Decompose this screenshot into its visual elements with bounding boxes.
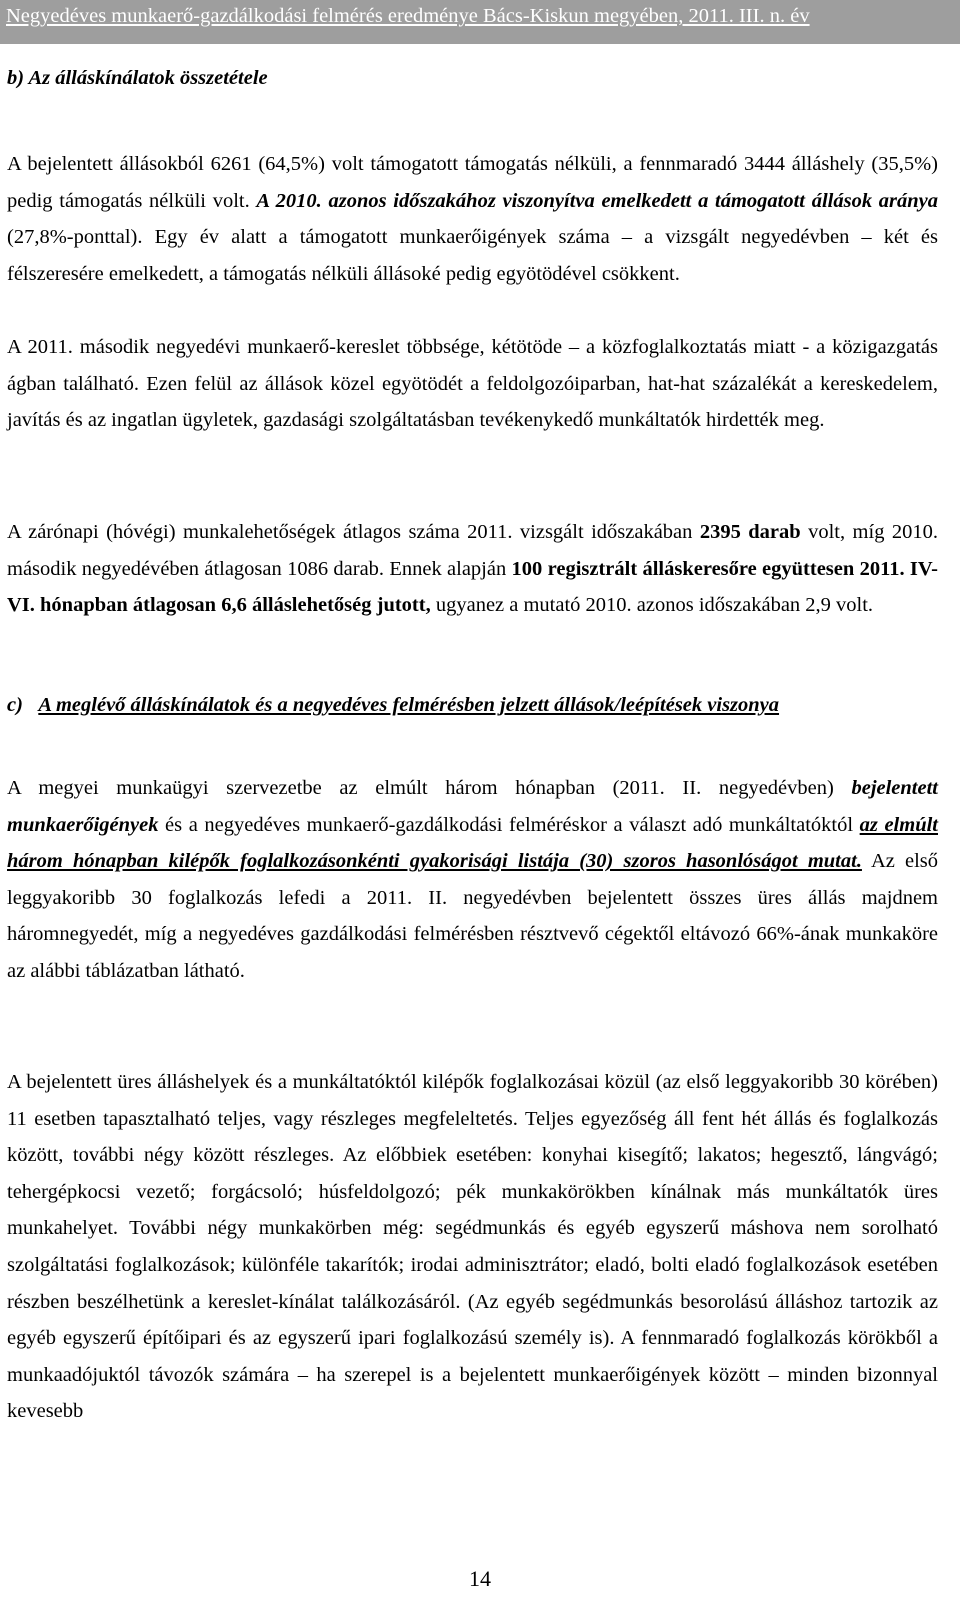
section-c-heading-label: c): [7, 694, 23, 716]
section-b-paragraph-1: [7, 146, 938, 292]
section-b-p3-bold-1: 2395 darab: [699, 521, 801, 543]
section-c-paragraph-2: A bejelentett üres álláshelyek és a munkáltatóktól kilépők foglalkozásai közül (az első leggyakoribb 30 körében) 11 esetben tapasztalható teljes, vagy részleges megfeleltetés. Teljes egyezőség áll fent hét állás és foglalkozás között, további négy között részleges. Az előbbiek esetében: konyhai kisegítő; lakatos; hegesztő, lángvágó; tehergépkocsi vezető; forgácsoló; húsfeldolgozó; pék munkakörökben kínálnak más munkáltatók üres munkahelyet. További négy munkakörben még: segédmunkás és egyéb egyszerű máshova nem sorolható szolgáltatási foglalkozások; különféle takarítók; irodai adminisztrátor; eladó, bolti eladó foglalkozások esetében részben beszélhetünk a kereslet-kínálat találkozásáról. (Az egyéb segédmunkás besorolású álláshoz tartozik az egyéb egyszerű építőipari és az egyszerű ipari foglalkozású személy is). A fennmaradó foglalkozás körökből a munkaadójuktól távozók számára – ha szerepel is a bejelentett munkaerőigények között – minden bizonnyal kevesebb: [7, 1071, 938, 1423]
section-b-heading: b) Az álláskínálatok összetétele: [7, 67, 268, 89]
section-c-p1-emphasis-2: az elmúlt három hónapban kilépők foglalkozásonkénti gyakorisági listája (30) szoros hasonlóságot mutat.: [7, 813, 938, 873]
section-c-paragraph-1: [7, 770, 938, 990]
running-header-title: Negyedéves munkaerő-gazdálkodási felmérés eredménye Bács-Kiskun megyében, 2011. III. n. év: [6, 5, 810, 27]
section-b-p1-text-1: A bejelentett állásokból 6261 (64,5%) volt támogatott támogatás nélküli, a fennmaradó 3444 álláshely (35,5%) pedig támogatás nélküli volt.: [7, 153, 938, 212]
section-c-p1-text-1: A megyei munkaügyi szervezetbe az elmúlt három hónapban (2011. II. negyedévben): [7, 777, 852, 799]
section-b-p3-bold-2: 100 regisztrált álláskeresőre együttesen 2011. IV-VI. hónapban átlagosan 6,6 álláslehetőség jutott,: [7, 557, 938, 617]
section-b-p1-emphasis: A 2010. azonos időszakához viszonyítva emelkedett a támogatott állások aránya: [256, 189, 938, 212]
section-c-p1-text-3: Az első leggyakoribb 30 foglalkozás lefedi a 2011. II. negyedévben bejelentett összes üres állás majdnem háromnegyedét, míg a negyedéves gazdálkodási felmérésben résztvevő cégektől eltávozó 66%-ának munkaköre az alábbi táblázatban látható.: [7, 850, 939, 982]
section-b-paragraph-2: A 2011. második negyedévi munkaerő-kereslet többsége, kétötöde – a közfoglalkoztatás miatt - a közigazgatás ágban található. Ezen felül az állások közel egyötödét a feldolgozóiparban, hat-hat százalékát a kereskedelem, javítás és az ingatlan ügyletek, gazdasági szolgáltatásban tevékenykedő munkáltatók hirdették meg.: [7, 336, 938, 432]
section-b-p3-text-2: volt, míg 2010. második negyedévében átlagosan 1086 darab. Ennek alapján: [7, 521, 939, 580]
running-header: [0, 0, 960, 44]
section-b-p3-text-3: ugyanez a mutató 2010. azonos időszakában 2,9 volt.: [430, 594, 874, 617]
section-b-p3-text-1: A zárónapi (hóvégi) munkalehetőségek átlagos száma 2011. vizsgált időszakában: [7, 521, 700, 543]
section-b-paragraph-3: [7, 514, 938, 624]
page-number: 14: [469, 1566, 491, 1591]
section-b-p1-text-2: (27,8%-ponttal). Egy év alatt a támogatott munkaerőigények száma – a vizsgált negyedévben – két és félszeresére emelkedett, a támogatás nélküli állásoké pedig egyötödével csökkent.: [7, 226, 938, 285]
section-c-heading: [7, 694, 938, 717]
section-c-heading-text: A meglévő álláskínálatok és a negyedéves felmérésben jelzett állások/leépítések viszonya: [38, 694, 780, 716]
section-c-p1-text-2: és a negyedéves munkaerő-gazdálkodási felméréskor a választ adó munkáltatóktól: [158, 813, 860, 836]
section-c-p1-emphasis-1: bejelentett munkaerőigények: [7, 777, 938, 836]
